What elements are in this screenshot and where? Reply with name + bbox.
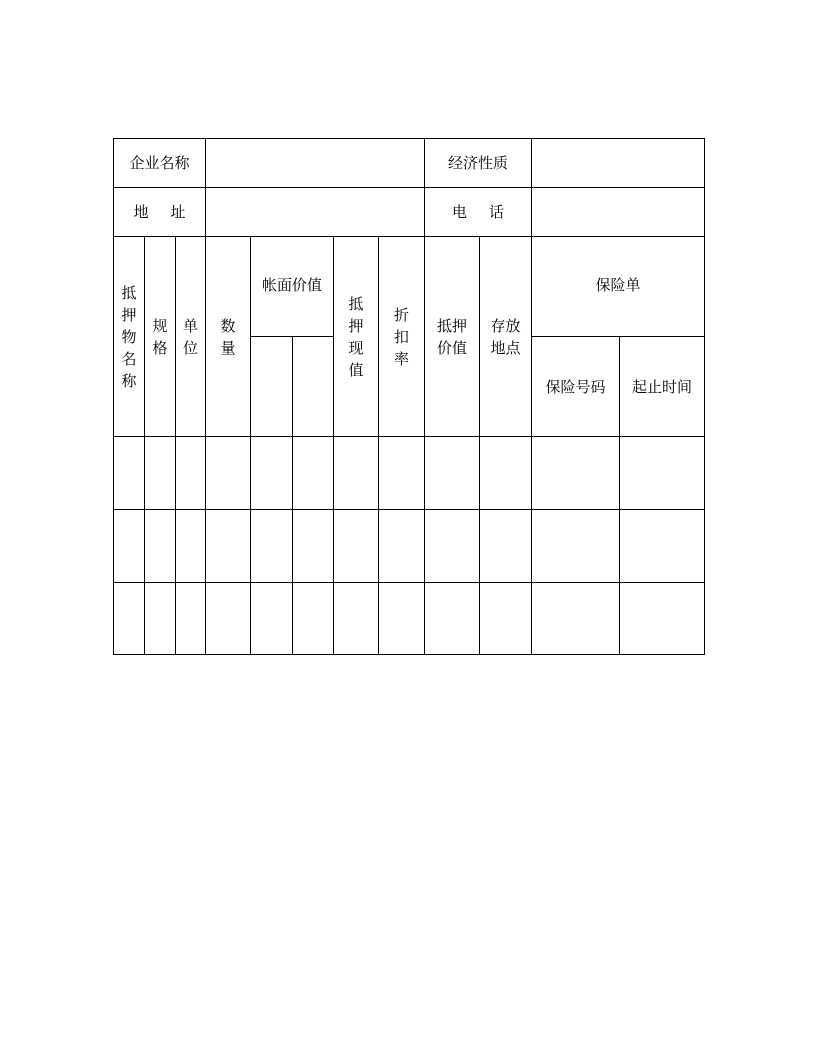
table-cell[interactable] <box>251 583 293 655</box>
table-cell[interactable] <box>114 583 145 655</box>
table-cell[interactable] <box>379 510 425 583</box>
table-cell[interactable] <box>334 437 379 510</box>
table-cell[interactable] <box>620 437 705 510</box>
table-cell[interactable] <box>206 583 251 655</box>
table-cell[interactable] <box>114 437 145 510</box>
table-cell[interactable] <box>425 510 480 583</box>
table-cell[interactable] <box>145 510 176 583</box>
phone-label: 电 话 <box>425 188 532 237</box>
table-row <box>114 437 705 510</box>
table-cell[interactable] <box>425 583 480 655</box>
header-insurance-policy: 保险单 <box>532 237 705 337</box>
table-cell[interactable] <box>425 437 480 510</box>
company-name-field[interactable] <box>206 139 425 188</box>
table-cell[interactable] <box>145 583 176 655</box>
table-cell[interactable] <box>206 510 251 583</box>
table-cell[interactable] <box>532 583 620 655</box>
address-label: 地 址 <box>114 188 206 237</box>
table-cell[interactable] <box>114 510 145 583</box>
address-field[interactable] <box>206 188 425 237</box>
header-storage-location: 存放地点 <box>480 237 532 437</box>
economic-nature-field[interactable] <box>532 139 705 188</box>
table-cell[interactable] <box>334 510 379 583</box>
table-cell[interactable] <box>480 510 532 583</box>
header-unit: 单位 <box>176 237 206 437</box>
table-cell[interactable] <box>293 510 334 583</box>
table-cell[interactable] <box>206 437 251 510</box>
header-policy-number: 保险号码 <box>532 337 620 437</box>
header-spec: 规格 <box>145 237 176 437</box>
table-cell[interactable] <box>251 437 293 510</box>
table-cell[interactable] <box>480 583 532 655</box>
economic-nature-label: 经济性质 <box>425 139 532 188</box>
table-cell[interactable] <box>379 583 425 655</box>
header-quantity: 数量 <box>206 237 251 437</box>
company-info-row <box>114 139 705 188</box>
header-mortgage-value: 抵押价值 <box>425 237 480 437</box>
company-name-label: 企业名称 <box>114 139 206 188</box>
table-row <box>114 583 705 655</box>
table-cell[interactable] <box>251 510 293 583</box>
header-discount-rate: 折扣率 <box>379 237 425 437</box>
header-current-value: 抵押现值 <box>334 237 379 437</box>
header-book-value-sub1 <box>251 337 293 437</box>
table-cell[interactable] <box>293 437 334 510</box>
address-phone-row <box>114 188 705 237</box>
table-cell[interactable] <box>620 510 705 583</box>
table-cell[interactable] <box>176 437 206 510</box>
phone-field[interactable] <box>532 188 705 237</box>
table-cell[interactable] <box>293 583 334 655</box>
table-cell[interactable] <box>480 437 532 510</box>
table-cell[interactable] <box>145 437 176 510</box>
column-header-row <box>114 237 705 337</box>
table-row <box>114 510 705 583</box>
table-cell[interactable] <box>176 583 206 655</box>
table-cell[interactable] <box>176 510 206 583</box>
header-book-value-sub2 <box>293 337 334 437</box>
table-cell[interactable] <box>334 583 379 655</box>
header-book-value: 帐面价值 <box>251 237 334 337</box>
header-period: 起止时间 <box>620 337 705 437</box>
table-cell[interactable] <box>379 437 425 510</box>
table-cell[interactable] <box>532 437 620 510</box>
header-collateral-name: 抵押物名称 <box>114 237 145 437</box>
table-cell[interactable] <box>532 510 620 583</box>
table-cell[interactable] <box>620 583 705 655</box>
collateral-form-table <box>113 138 705 655</box>
